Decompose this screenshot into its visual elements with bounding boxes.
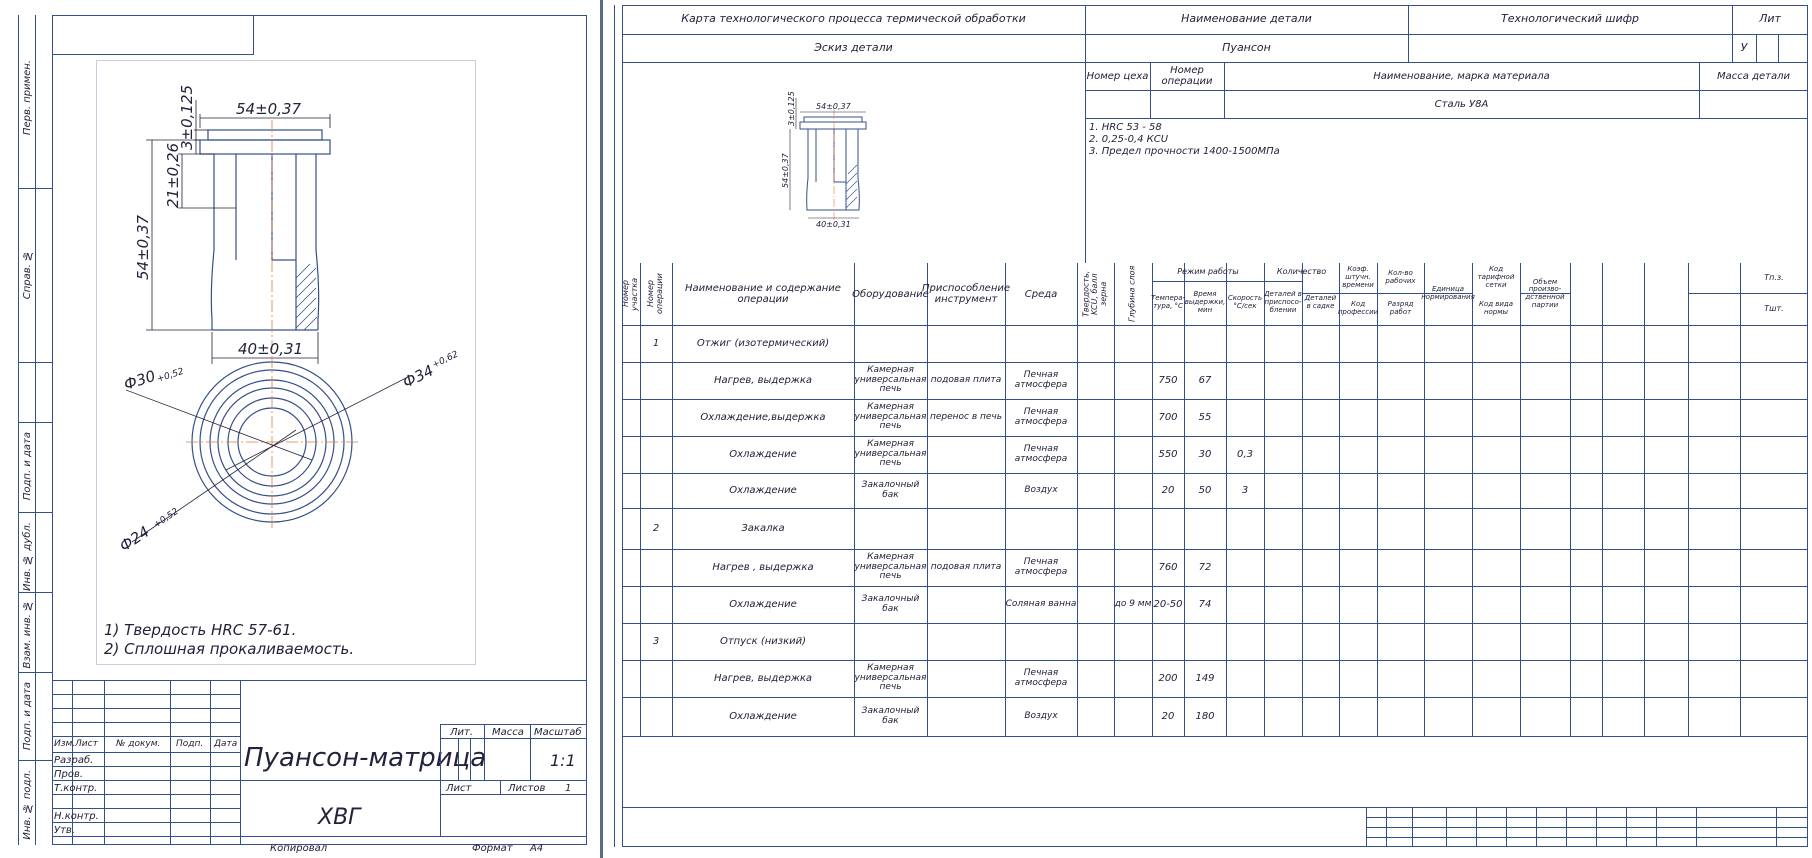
row-3-num <box>640 436 672 473</box>
mini-dim-top: 54±0,37 <box>816 102 851 111</box>
hdr-material-label: Наименование, марка материала <box>1373 70 1550 82</box>
bottom-stamp <box>1366 807 1808 847</box>
row-8-medium <box>1005 623 1077 660</box>
row-5-medium <box>1005 508 1077 549</box>
row-4-name: Охлаждение <box>729 485 797 496</box>
mini-dim-flange: 3±0,125 <box>787 91 796 126</box>
row-7-name: Охлаждение <box>729 599 797 610</box>
dim-bottom-width: 40±0,31 <box>238 340 304 358</box>
row-4-depth <box>1114 473 1152 508</box>
row-6-equip: Камерная универсальная печь <box>854 551 927 582</box>
row-8-depth <box>1114 623 1152 660</box>
row-10-temp: 20 <box>1161 711 1175 722</box>
hdr-lit: Лит <box>1759 12 1781 26</box>
req-2: 2. 0,25-0,4 КСU <box>1089 134 1169 145</box>
row-7-num <box>640 586 672 623</box>
th-depth: Глубина слоя <box>1127 265 1137 323</box>
row-0-time <box>1184 325 1226 362</box>
tb-head-sign: Подп. <box>176 739 204 749</box>
th-op-no: Номер операции <box>646 273 664 315</box>
row-3-speed: 0,3 <box>1237 449 1253 460</box>
row-4-equip: Закалочный бак <box>861 479 920 500</box>
th-q-set: Деталей в садке <box>1304 294 1337 310</box>
row-10-time: 180 <box>1195 711 1215 722</box>
row-9-medium: Печная атмосфера <box>1014 667 1068 688</box>
tb-head-list: Лист <box>75 739 98 749</box>
th-name: Наименование и содержание операции <box>685 283 841 305</box>
process-card-sheet <box>606 0 1812 858</box>
row-7-tool <box>927 586 1005 623</box>
hdr-card-title: Карта технологического процесса термической обработки <box>681 12 1026 26</box>
th-temp: Темпера-тура, °С <box>1151 294 1186 310</box>
row-5-name: Закалка <box>741 523 785 534</box>
row-5-depth <box>1114 508 1152 549</box>
row-4-speed: 3 <box>1241 485 1249 496</box>
row-8-time <box>1184 623 1226 660</box>
row-1-num <box>640 362 672 399</box>
tb-format-value: А4 <box>530 843 544 854</box>
th-tooling: Приспособление инструмент <box>921 283 1011 305</box>
tb-material: ХВГ <box>318 805 361 830</box>
req-3: 3. Предел прочности 1400-1500МПа <box>1089 146 1280 157</box>
row-2-depth <box>1114 399 1152 436</box>
row-9-name: Нагрев, выдержка <box>713 673 813 684</box>
row-0-depth <box>1114 325 1152 362</box>
tb-lit: Лит. <box>450 727 474 738</box>
tb-scale: Масштаб <box>534 727 582 738</box>
th-tpz: Тп.з. <box>1764 272 1784 282</box>
tb-mass: Масса <box>492 727 524 738</box>
row-0-equip <box>854 325 927 362</box>
row-9-num <box>640 660 672 697</box>
row-0-speed <box>1226 325 1264 362</box>
th-medium: Среда <box>1024 288 1058 300</box>
row-0-medium <box>1005 325 1077 362</box>
dim-d24: Ф24 <box>116 522 153 556</box>
side-label-5: Подп. и дата <box>22 682 33 751</box>
side-label-3: Инв. № дубл. <box>22 522 33 592</box>
row-9-equip: Камерная универсальная печь <box>854 662 927 693</box>
th-rate-code: Код тарифной сетки <box>1477 265 1515 289</box>
dim-d30: Ф30 <box>121 366 158 394</box>
tb-scale-value: 1:1 <box>550 751 576 770</box>
row-2-time: 55 <box>1198 412 1212 423</box>
row-5-speed <box>1226 508 1264 549</box>
tb-format: Формат <box>472 843 513 854</box>
tb-role-4: Утв. <box>54 825 75 836</box>
row-10-num <box>640 697 672 736</box>
side-label-6: Инв. № подл. <box>22 770 33 840</box>
th-process-code: Код профессии <box>1337 300 1379 316</box>
row-8-equip <box>854 623 927 660</box>
row-8-num: 3 <box>652 636 660 647</box>
hdr-mass-label: Масса детали <box>1717 70 1790 82</box>
top-stamp-box <box>52 15 254 55</box>
dim-flange: 3±0,125 <box>178 84 196 150</box>
tb-sheets-value: 1 <box>565 783 572 794</box>
row-6-temp: 760 <box>1158 562 1178 573</box>
dim-depth: 21±0,26 <box>164 142 182 208</box>
row-1-tool: подовая плита <box>930 374 1002 385</box>
row-1-depth <box>1114 362 1152 399</box>
th-q-fixture: Деталей в приспосо-блении <box>1264 290 1302 314</box>
row-3-tool <box>927 436 1005 473</box>
th-quantity: Количество <box>1276 266 1327 276</box>
row-5-temp <box>1152 508 1184 549</box>
row-1-speed <box>1226 362 1264 399</box>
mini-dim-bottom: 40±0,31 <box>816 220 851 229</box>
row-10-name: Охлаждение <box>729 711 797 722</box>
th-batch: Объем произво-дственной партии <box>1525 277 1565 309</box>
dim-d30-tol: +0,52 <box>155 366 186 385</box>
th-coef: Коэф. штучн. времени <box>1342 265 1374 289</box>
row-9-speed <box>1226 660 1264 697</box>
row-6-time: 72 <box>1198 562 1212 573</box>
side-label-4: Взам. инв. № <box>22 600 33 669</box>
row-6-tool: подовая плита <box>930 561 1002 572</box>
row-3-name: Охлаждение <box>729 449 797 460</box>
tb-copied: Копировал <box>270 843 328 854</box>
row-8-speed <box>1226 623 1264 660</box>
dim-d34-tol: +0,62 <box>430 349 461 371</box>
row-4-time: 50 <box>1198 485 1212 496</box>
row-7-temp: 20-50 <box>1153 599 1183 610</box>
mini-dim-height: 54±0,37 <box>781 153 790 188</box>
side-label-2: Подп. и дата <box>22 432 33 501</box>
row-3-depth <box>1114 436 1152 473</box>
tb-role-0: Разраб. <box>54 755 94 766</box>
th-grade: Разряд работ <box>1387 300 1414 316</box>
row-6-name: Нагрев , выдержка <box>712 562 814 573</box>
row-10-medium: Воздух <box>1024 710 1058 721</box>
row-8-temp <box>1152 623 1184 660</box>
row-7-equip: Закалочный бак <box>861 593 920 614</box>
row-3-time: 30 <box>1198 449 1212 460</box>
note-2: 2) Сплошная прокаливаемость. <box>104 640 355 658</box>
row-4-tool <box>927 473 1005 508</box>
row-6-medium: Печная атмосфера <box>1014 556 1068 577</box>
operations-table <box>622 263 1808 807</box>
tb-role-3: Н.контр. <box>54 811 99 822</box>
mini-part-sketch <box>756 78 896 228</box>
tb-part-name: Пуансон-матрица <box>244 743 487 773</box>
tb-head-izm: Изм. <box>54 739 76 749</box>
row-1-medium: Печная атмосфера <box>1014 369 1068 390</box>
hdr-lit-value: У <box>1740 40 1748 54</box>
req-1: 1. HRC 53 - 58 <box>1089 122 1162 133</box>
row-4-num <box>640 473 672 508</box>
row-7-speed <box>1226 586 1264 623</box>
side-label-0: Перв. примен. <box>22 60 33 136</box>
row-9-time: 149 <box>1195 673 1215 684</box>
tb-head-date: Дата <box>214 739 238 749</box>
row-7-depth: до 9 мм <box>1114 598 1152 609</box>
hdr-tech-code: Технологический шифр <box>1501 12 1639 26</box>
row-8-tool <box>927 623 1005 660</box>
row-2-medium: Печная атмосфера <box>1014 406 1068 427</box>
th-mode: Режим работы <box>1177 266 1239 276</box>
tb-role-2: Т.контр. <box>54 783 98 794</box>
row-2-speed <box>1226 399 1264 436</box>
tb-sheets: Листов <box>508 783 546 794</box>
row-6-num <box>640 549 672 586</box>
row-4-temp: 20 <box>1161 485 1175 496</box>
row-2-name: Охлаждение,выдержка <box>700 412 826 423</box>
row-3-medium: Печная атмосфера <box>1014 443 1068 464</box>
th-tsht: Тшт. <box>1764 303 1784 313</box>
row-9-depth <box>1114 660 1152 697</box>
part-drawing <box>96 60 476 665</box>
row-10-tool <box>927 697 1005 736</box>
row-1-time: 67 <box>1198 375 1212 386</box>
row-0-temp <box>1152 325 1184 362</box>
row-4-medium: Воздух <box>1024 484 1058 495</box>
th-unit: Единица нормирования <box>1421 285 1475 301</box>
hdr-part-label: Наименование детали <box>1181 12 1312 26</box>
left-drawing-sheet <box>0 0 600 858</box>
row-6-depth <box>1114 549 1152 586</box>
hdr-part-name: Пуансон <box>1222 40 1271 54</box>
tb-head-doc: № докум. <box>116 739 161 749</box>
row-7-medium: Соляная ванна <box>1005 598 1077 609</box>
row-10-depth <box>1114 697 1152 736</box>
row-10-equip: Закалочный бак <box>861 705 920 726</box>
row-3-equip: Камерная универсальная печь <box>854 438 927 469</box>
th-hardness: Твердость, KCU, балл зерна <box>1081 270 1108 318</box>
hdr-material-value: Сталь У8А <box>1434 98 1489 110</box>
row-5-num: 2 <box>652 523 660 534</box>
dim-top-width: 54±0,37 <box>236 100 302 118</box>
row-2-tool: перенос в печь <box>929 411 1003 422</box>
row-8-name: Отпуск (низкий) <box>719 636 807 647</box>
row-10-speed <box>1226 697 1264 736</box>
dim-height: 54±0,37 <box>134 214 152 280</box>
th-section-no: Номер участка <box>621 277 639 311</box>
th-workers: Кол-во рабочих <box>1385 269 1416 285</box>
hdr-shop-no: Номер цеха <box>1086 70 1149 82</box>
row-1-name: Нагрев, выдержка <box>713 375 813 386</box>
row-0-tool <box>927 325 1005 362</box>
row-5-time <box>1184 508 1226 549</box>
dim-d34: Ф34 <box>399 361 437 392</box>
th-time: Время выдержки, мин <box>1184 290 1226 314</box>
row-6-speed <box>1226 549 1264 586</box>
row-3-temp: 550 <box>1158 449 1178 460</box>
row-2-num <box>640 399 672 436</box>
tb-role-1: Пров. <box>54 769 84 780</box>
row-5-tool <box>927 508 1005 549</box>
hdr-sketch: Эскиз детали <box>814 40 893 54</box>
row-7-time: 74 <box>1198 599 1212 610</box>
side-label-1: Справ. № <box>22 250 33 300</box>
th-equipment: Оборудование <box>852 288 929 300</box>
row-5-equip <box>854 508 927 549</box>
th-norm-code: Код вида нормы <box>1478 300 1514 316</box>
row-0-name: Отжиг (изотермический) <box>696 338 830 349</box>
row-1-temp: 750 <box>1158 375 1178 386</box>
row-0-num: 1 <box>652 338 660 349</box>
row-1-equip: Камерная универсальная печь <box>854 364 927 395</box>
tb-sheet: Лист <box>446 783 472 794</box>
row-9-tool <box>927 660 1005 697</box>
sheet-divider <box>600 0 603 858</box>
hdr-op-no: Номер операции <box>1161 65 1213 87</box>
th-speed: Скорость °С/сек <box>1227 294 1263 310</box>
dim-d24-tol: +0,52 <box>152 506 181 531</box>
row-2-equip: Камерная универсальная печь <box>854 401 927 432</box>
note-1: 1) Твердость HRC 57-61. <box>104 621 297 639</box>
row-2-temp: 700 <box>1158 412 1178 423</box>
row-9-temp: 200 <box>1158 673 1178 684</box>
